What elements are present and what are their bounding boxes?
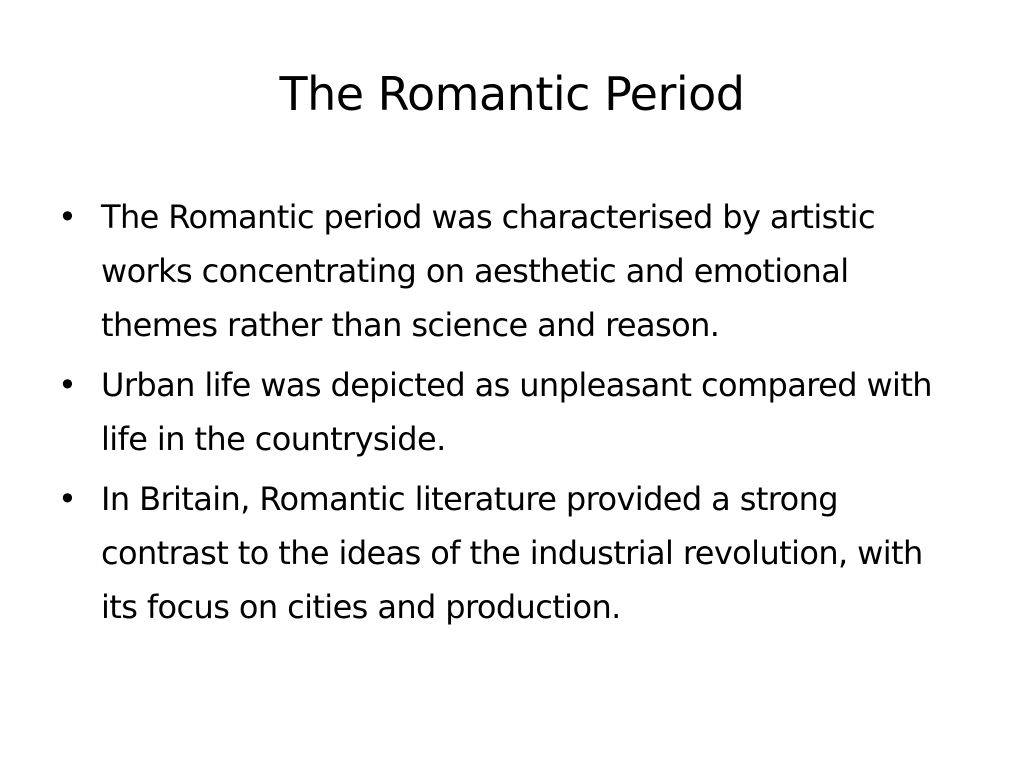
bullet-icon: • [58,198,77,236]
bullet-text: Urban life was depicted as unpleasant compared with life in the countryside. [101,366,932,458]
slide-title: The Romantic Period [279,67,745,121]
bullet-text: In Britain, Romantic literature provided a strong contrast to the ideas of the industrial revolution, with its focus on cities and production. [101,480,923,626]
bullet-item [58,472,958,634]
bullet-icon: • [58,480,77,518]
bullet-text: The Romantic period was characterised by artistic works concentrating on aesthetic and emotional themes rather than science and reason. [101,198,875,344]
bullet-list [58,190,958,640]
bullet-item [58,358,958,466]
bullet-item [58,190,958,352]
bullet-icon: • [58,366,77,404]
